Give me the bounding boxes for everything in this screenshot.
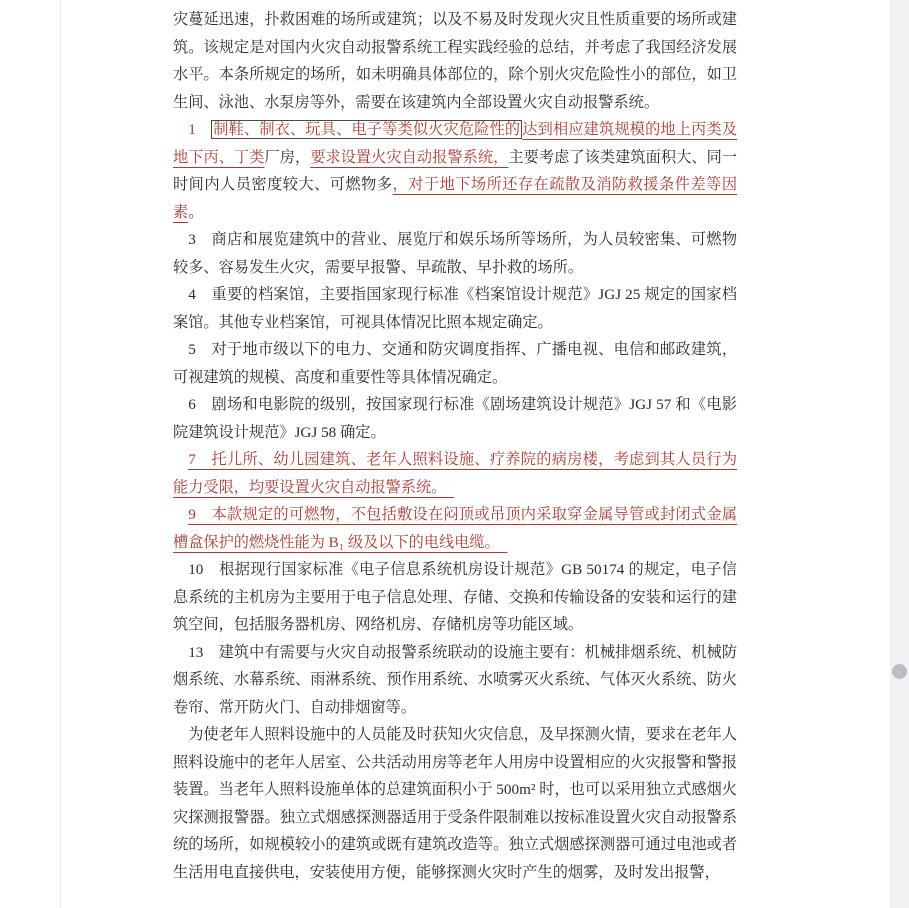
text-segment-black: 。 [188, 203, 204, 221]
scrollbar-track[interactable] [890, 0, 909, 908]
text-segment-red-u: ，对于地下场所还存在疏散及消防救援条件差等因素 [173, 176, 738, 221]
para-item-7 [173, 446, 737, 501]
para-item-6 [173, 391, 737, 446]
document-text [173, 6, 737, 886]
text-segment-black: 3 商店和展览建筑中的营业、展览厅和娱乐场所等场所，为人员较密集、可燃物较多、容易发生火灾，需要早报警、早疏散、早扑救的场所。 [173, 231, 737, 276]
text-segment-red-u: 9 本款规定的可燃物，不包括敷设在闷顶或吊顶内采取穿金属导管或封闭式金属槽盒保护的燃烧性能为 B₁ 级及以下的电线电缆。 [173, 506, 737, 551]
text-segment-red-u: 7 托儿所、幼儿园建筑、老年人照料设施、疗养院的病房楼，考虑到其人员行为能力受限，均要设置火灾自动报警系统。 [173, 451, 737, 496]
text-segment-black: 5 对于地市级以下的电力、交通和防灾调度指挥、广播电视、电信和邮政建筑，可视建筑的规模、高度和重要性等具体情况确定。 [173, 341, 737, 386]
text-segment-black: 灾蔓延迅速，扑救困难的场所或建筑；以及不易及时发现火灾且性质重要的场所或建筑。该规定是对国内火灾自动报警系统工程实践经验的总结，并考虑了我国经济发展水平。本条所规定的场所，如未明确具体部位的，除个别火灾危险性小的部位，如卫生间、泳池、水泵房等外，需要在该建筑内全部设置火灾自动报警系统。 [173, 11, 737, 111]
text-segment-red: 1 [188, 121, 212, 138]
para-item-5 [173, 336, 737, 391]
para-continuation [173, 6, 737, 116]
para-item-13 [173, 639, 737, 722]
text-segment-red-u: 达到相应建筑规模的地上丙类及地下丙、丁类 [173, 121, 738, 166]
para-elderly-care [173, 721, 737, 886]
text-segment-red-u: 要求设置火灾自动报警系统， [310, 148, 509, 166]
page-left-edge [60, 0, 61, 908]
text-segment-black: 主要考虑了该类建筑面积大、同一时间内人员密度较大、可燃物多 [173, 148, 738, 193]
text-segment-black: 4 重要的档案馆，主要指国家现行标准《档案馆设计规范》JGJ 25 规定的国家档案馆。其他专业档案馆，可视具体情况比照本规定确定。 [173, 286, 737, 331]
scrollbar-thumb[interactable] [892, 664, 907, 679]
text-segment-black: 10 根据现行国家标准《电子信息系统机房设计规范》GB 50174 的规定，电子信息系统的主机房为主要用于电子信息处理、存储、交换和传输设备的安装和运行的建筑空间，包括服务器机房、网络机房、存储机房等功能区域。 [173, 561, 737, 633]
para-item-4 [173, 281, 737, 336]
para-item-9 [173, 501, 737, 556]
text-segment-black: 厂房， [264, 148, 311, 166]
para-item-1 [173, 116, 737, 226]
text-segment-black: 13 建筑中有需要与火灾自动报警系统联动的设施主要有：机械排烟系统、机械防烟系统、水幕系统、雨淋系统、预作用系统、水喷雾灭火系统、气体灭火系统、防火卷帘、常开防火门、自动排烟窗等。 [173, 643, 737, 716]
text-segment-black: 6 剧场和电影院的级别，按国家现行标准《剧场建筑设计规范》JGJ 57 和《电影院建筑设计规范》JGJ 58 确定。 [173, 396, 737, 441]
para-item-10 [173, 556, 737, 639]
para-item-3 [173, 226, 737, 281]
text-segment-black: 为使老年人照料设施中的人员能及时获知火灾信息，及早探测火情，要求在老年人照料设施中的老年人居室、公共活动用房等老年人用房中设置相应的火灾报警和警报装置。当老年人照料设施单体的总建筑面积小于 500m² 时，也可以采用独立式感烟火灾探测报警器。独立式烟感探测器适用于受条件限制难以按标准设置火灾自动报警系统的场所，如规模较小的建筑或既有建筑改造等。独立式烟感探测器可通过电池或者生活用电直接供电，安装使用方便，能够探测火灾时产生的烟雾，及时发出报警， [173, 726, 737, 881]
text-segment-red-box: 制鞋、制衣、玩具、电子等类似火灾危险性的 [213, 121, 521, 138]
